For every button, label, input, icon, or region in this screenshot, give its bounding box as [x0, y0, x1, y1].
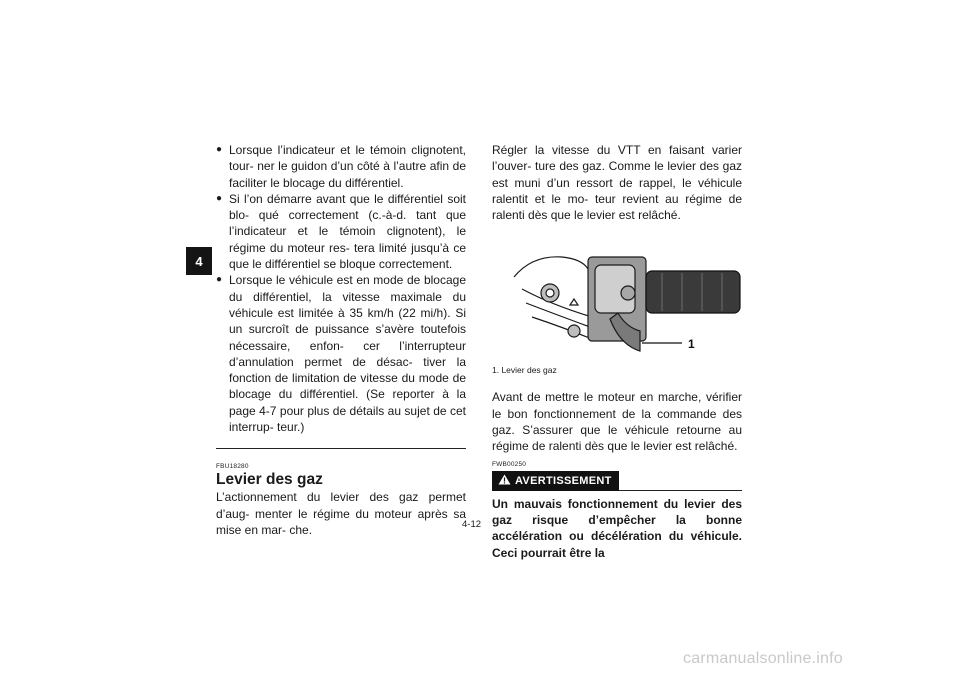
intro-paragraph: Régler la vitesse du VTT en faisant varier l’ouver- ture des gaz. Comme le levier des gaz est muni d’un ressort de rappel, le véhicule ralentit et le mo- teur revient au régime de ralenti dès que le levier est relâché.	[492, 143, 742, 223]
chapter-tab: 4	[186, 247, 212, 275]
warning-triangle-icon	[498, 474, 511, 488]
bullet-item: ● Lorsque l’indicateur et le témoin clignotent, tour- ner le guidon d’un côté à l’autre afin de faciliter le blocage du différentiel.	[216, 142, 466, 191]
figure-callout-label: 1	[688, 337, 695, 352]
warning-label: AVERTISSEMENT	[515, 474, 612, 487]
warning-header	[492, 471, 742, 491]
bullet-item: ● Si l’on démarre avant que le différentiel soit blo- qué correctement (c.-à-d. tant que l’indicateur et le témoin clignotent), le régime du moteur res- tera limité jusqu’à ce que le différentiel se bloque correctement.	[216, 191, 466, 272]
page-number: 4-12	[462, 519, 482, 530]
section-divider	[216, 448, 466, 449]
right-column	[492, 142, 742, 561]
warning-badge	[492, 471, 619, 491]
bullet-item: ● Lorsque le véhicule est en mode de blocage du différentiel, la vitesse maximale du véhicule est limitée à 35 km/h (22 mi/h). Si un surcroît de puissance s’avère toutefois nécessaire, enfon- cer l’interrupteur d’annulation permet de désac- tiver la fonction de limitation de vitesse du mode de blocage du différentiel. (Se reporter à la page 4-7 pour plus de détails au sujet de cet interrup- teur.)	[216, 272, 466, 435]
section-heading: Levier des gaz	[216, 471, 323, 489]
check-paragraph: Avant de mettre le moteur en marche, vérifier le bon fonctionnement de la commande des gaz. S’assurer que le véhicule retourne au régime de ralenti dès que le levier est relâché.	[492, 390, 742, 454]
section-paragraph: L’actionnement du levier des gaz permet d’aug- menter le régime du moteur après sa mise en mar- che.	[216, 490, 466, 537]
section-code: FBU18280	[216, 463, 249, 471]
watermark-link[interactable]: carmanualsonline.info	[683, 650, 843, 667]
warning-text: Un mauvais fonctionnement du levier des gaz risque d’empêcher la bonne accélération ou décélération du véhicule. Ceci pourrait être la	[492, 496, 742, 560]
throttle-lever-illustration	[492, 247, 742, 357]
figure-caption: 1. Levier des gaz	[492, 365, 557, 376]
left-column	[216, 142, 466, 538]
warning-code: FWB00250	[492, 460, 527, 468]
bullet-list	[216, 142, 466, 435]
warning-rule	[619, 490, 742, 491]
throttle-lever-figure	[492, 247, 742, 357]
